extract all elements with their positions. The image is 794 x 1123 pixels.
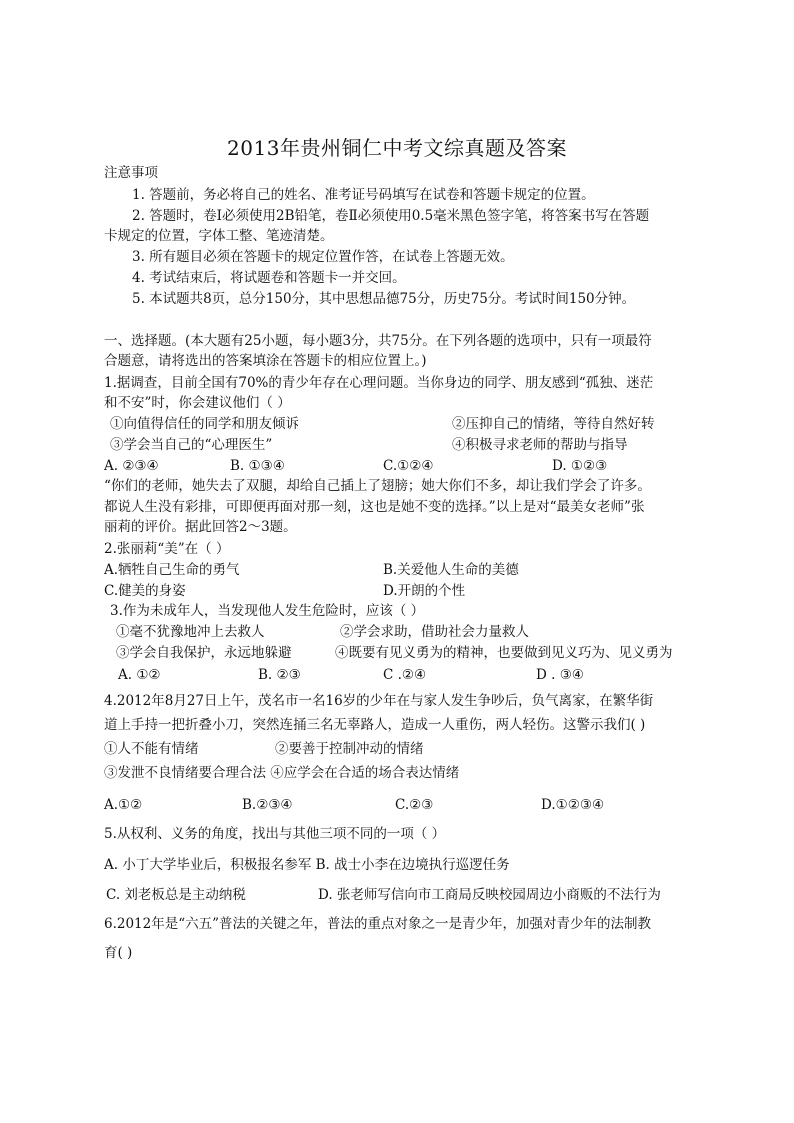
passage-line3: 丽莉的评价。据此回答2～3题。 (104, 519, 297, 535)
q4-stem-line2: 道上手持一把折叠小刀，突然连捅三名无辜路人，造成一人重伤，两人轻伤。这警示我们( ) (104, 717, 646, 733)
q1-option-1: ①向值得信任的同学和朋友倾诉 (110, 416, 299, 432)
q2-choice-c: C.健美的身姿 (104, 583, 186, 599)
passage-line1: “你们的老师，她失去了双腿，却给自己插上了翅膀；她大你们不多，却让我们学会了许多。 (104, 478, 651, 494)
q3-option-2: ②学会求助，借助社会力量救人 (340, 624, 529, 640)
q4-option-3-4: ③发泄不良情绪要合理合法 ④应学会在合适的场合表达情绪 (104, 765, 460, 781)
notice-item-1: 1. 答题前，务必将自己的姓名、准考证号码填写在试卷和答题卡规定的位置。 (132, 187, 595, 203)
q1-choice-a: A. ②③④ (104, 458, 159, 474)
q5-choice-a-b: A. 小丁大学毕业后，积极报名参军 B. 战士小李在边境执行巡逻任务 (104, 857, 510, 873)
q2-choice-a: A.牺牲自己生命的勇气 (104, 562, 240, 578)
q6-stem-line1: 6.2012年是“六五”普法的关键之年，普法的重点对象之一是青少年，加强对青少年的法制教 (104, 916, 652, 932)
q3-stem: 3.作为未成年人，当发现他人发生危险时，应该（ ） (110, 603, 425, 619)
q6-stem-line2: 育( ) (104, 945, 133, 961)
q1-choice-d: D. ①②③ (552, 458, 608, 474)
q3-choice-c: C .②④ (383, 667, 427, 683)
page-title: 2013年贵州铜仁中考文综真题及答案 (227, 136, 567, 160)
notice-item-3: 3. 所有题目必须在答题卡的规定位置作答，在试卷上答题无效。 (132, 249, 514, 265)
q1-choice-b: B. ①③④ (230, 458, 285, 474)
notice-item-4: 4. 考试结束后，将试题卷和答题卡一并交回。 (132, 270, 406, 286)
q3-option-4: ④既要有见义勇为的精神，也要做到见义巧为、见义勇为 (335, 645, 673, 661)
section-heading-line2: 合题意，请将选出的答案填涂在答题卡的相应位置上。) (104, 353, 427, 369)
section-heading-line1: 一、选择题。(本大题有25小题，每小题3分，共75分。在下列各题的选项中，只有一项最符 (104, 333, 652, 349)
q4-option-2: ②要善于控制冲动的情绪 (275, 741, 424, 757)
q2-stem: 2.张丽莉“美”在（ ） (104, 541, 230, 557)
q3-choice-a: A. ①② (118, 667, 161, 683)
q1-stem-line2: 和不安”时，你会建议他们（ ） (104, 395, 291, 411)
notice-heading: 注意事项 (104, 165, 158, 181)
q4-choice-b: B.②③④ (242, 797, 293, 813)
q4-choice-c: C.②③ (395, 797, 434, 813)
q4-choice-a: A.①② (104, 797, 143, 813)
notice-item-2: 2. 答题时，卷Ⅰ必须使用2B铅笔，卷Ⅱ必须使用0.5毫米黑色签字笔，将答案书写在答题 (132, 208, 650, 224)
q2-choice-b: B.关爱他人生命的美德 (383, 562, 519, 578)
q1-option-3: ③学会当自己的“心理医生” (110, 437, 273, 453)
notice-item-5: 5. 本试题共8页，总分150分，其中思想品德75分，历史75分。考试时间150分钟。 (132, 291, 636, 307)
q3-choice-d: D . ③④ (536, 667, 584, 683)
q3-option-1: ①毫不犹豫地冲上去救人 (116, 624, 265, 640)
q3-choice-b: B. ②③ (258, 667, 301, 683)
q1-choice-c: C.①②④ (383, 458, 434, 474)
q4-stem-line1: 4.2012年8月27日上午，茂名市一名16岁的少年在与家人发生争吵后，负气离家，在繁华街 (104, 693, 654, 709)
notice-item-2-cont: 卡规定的位置，字体工整、笔迹清楚。 (104, 228, 334, 244)
q1-option-4: ④积极寻求老师的帮助与指导 (452, 437, 628, 453)
q5-choice-c: C. 刘老板总是主动纳税 (106, 887, 246, 903)
q3-option-3: ③学会自我保护，永远地躲避 (116, 645, 292, 661)
q1-option-2: ②压抑自己的情绪，等待自然好转 (452, 416, 655, 432)
q1-stem-line1: 1.据调查，目前全国有70%的青少年存在心理问题。当你身边的同学、朋友感到“孤独、迷茫 (104, 375, 654, 391)
q4-option-1: ①人不能有情绪 (104, 741, 199, 757)
q4-choice-d: D.①②③④ (541, 797, 605, 813)
passage-line2: 都说人生没有彩排，可即便再面对那一刻，这也是她不变的选择。”以上是对“最美女老师”张 (104, 499, 645, 515)
q5-choice-d: D. 张老师写信向市工商局反映校园周边小商贩的不法行为 (318, 887, 661, 903)
q5-stem: 5.从权利、义务的角度，找出与其他三项不同的一项（ ） (104, 826, 446, 842)
q2-choice-d: D.开朗的个性 (383, 583, 466, 599)
